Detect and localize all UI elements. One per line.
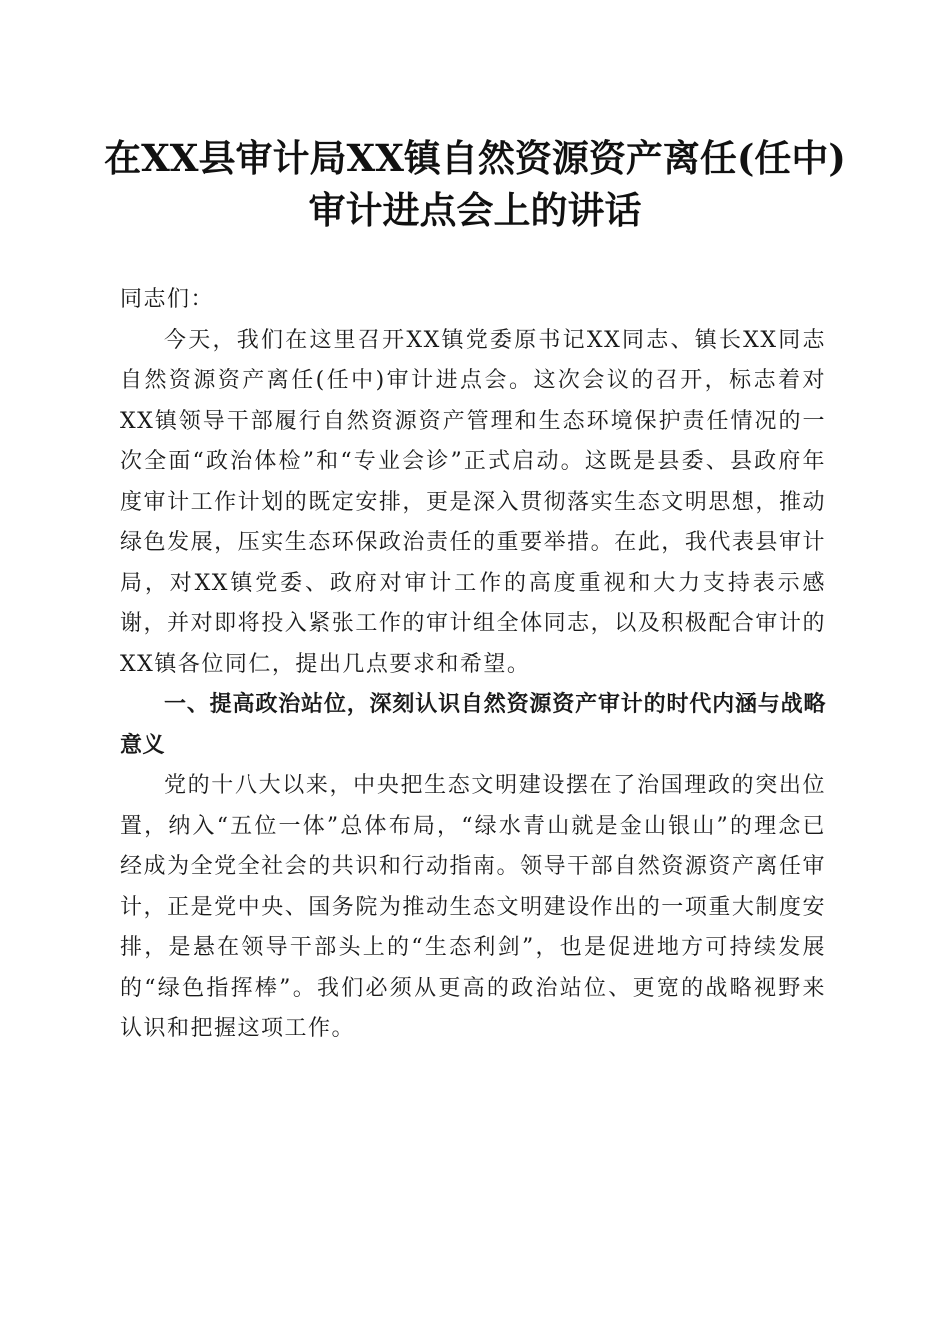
section-heading: 一、提高政治站位，深刻认识自然资源资产审计的时代内涵与战略意义	[120, 692, 826, 758]
intro-paragraph: 今天，我们在这里召开XX镇党委原书记XX同志、镇长XX同志自然资源资产离任(任中)审计进点会。这次会议的召开，标志着对XX镇领导干部履行自然资源资产管理和生态环境保护责任情况的一次全面“政治体检”和“专业会诊”正式启动。这既是县委、县政府年度审计工作计划的既定安排，更是深入贯彻落实生态文明思想，推动绿色发展，压实生态环保政治责任的重要举措。在此，我代表县审计局，对XX镇党委、政府对审计工作的高度重视和大力支持表示感谢，并对即将投入紧张工作的审计组全体同志，以及积极配合审计的XX镇各位同仁，提出几点要求和希望。	[120, 327, 826, 677]
document-body	[120, 280, 826, 1050]
document-title: 在XX县审计局XX镇自然资源资产离任(任中)审计进点会上的讲话	[104, 136, 846, 232]
salutation: 同志们：	[120, 287, 215, 312]
section-paragraph: 党的十八大以来，中央把生态文明建设摆在了治国理政的突出位置，纳入“五位一体”总体布局，“绿水青山就是金山银山”的理念已经成为全党全社会的共识和行动指南。领导干部自然资源资产离任审计，正是党中央、国务院为推动生态文明建设作出的一项重大制度安排，是悬在领导干部头上的“生态利剑”，也是促进地方可持续发展的“绿色指挥棒”。我们必须从更高的政治站位、更宽的战略视野来认识和把握这项工作。	[120, 773, 826, 1041]
